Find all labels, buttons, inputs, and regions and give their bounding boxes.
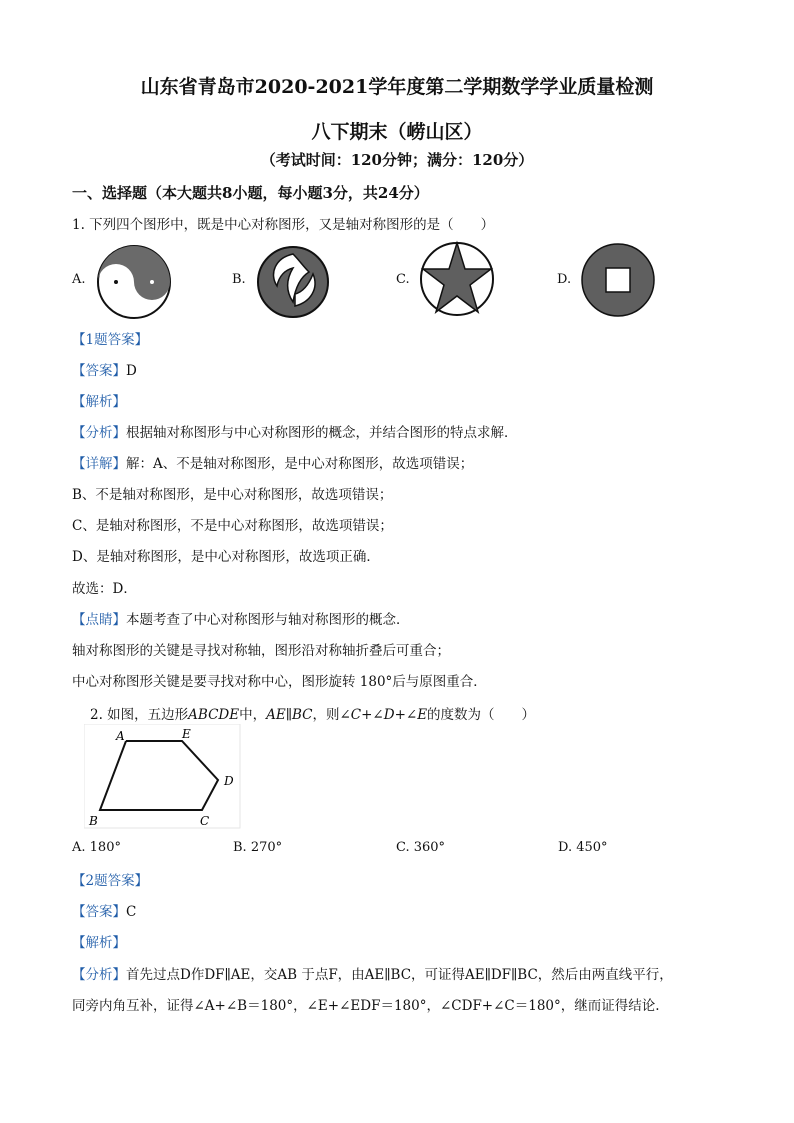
vertex-label-e: E (182, 727, 191, 741)
dianjing-text: 本题考查了中心对称图形与轴对称图形的概念． (126, 612, 410, 628)
q1-option-a-label: A. (72, 272, 86, 287)
q2-analysis-tag: 【解析】 (72, 935, 126, 951)
q2-stem-shape: ABCDE (188, 707, 240, 723)
q2-answer-line (72, 900, 136, 920)
q1-option-b-label: B. (232, 272, 246, 287)
vertex-label-b: B (89, 814, 98, 828)
fenxi-text: 根据轴对称图形与中心对称图形的概念，并结合图形的特点求解． (126, 425, 518, 441)
xiangjie-tag: 【详解】 (72, 456, 126, 472)
q2-stem-e: E (417, 707, 428, 723)
section-heading: 一、选择题（本大题共8小题，每小题3分，共24分） (72, 184, 429, 202)
q1-line-c: C、是轴对称图形，不是中心对称图形，故选项错误； (72, 518, 393, 534)
q2-stem-mid: 中， (239, 707, 267, 723)
square-in-circle-figure (580, 242, 656, 318)
q2-stem (90, 703, 535, 723)
q2-stem-suffix: 的度数为（ ） (427, 707, 536, 723)
vertex-label-c: C (200, 814, 210, 828)
q1-option-c-label: C. (396, 272, 410, 287)
q2-stem-d: D (383, 707, 395, 723)
fenxi-tag: 【分析】 (72, 425, 126, 441)
q1-option-d-label: D. (557, 272, 572, 287)
yin-yang-figure (96, 244, 172, 320)
q1-line-d: D、是轴对称图形，是中心对称图形，故选项正确． (72, 549, 380, 565)
q1-dianjing (72, 608, 410, 628)
q1-answer-line (72, 359, 137, 379)
q1-analysis-tag: 【解析】 (72, 394, 126, 410)
q1-choose: 故选：D． (72, 581, 137, 597)
star-in-circle-figure (418, 240, 496, 318)
q2-fenxi-text-2: 同旁内角互补，证得∠A+∠B＝180°，∠E+∠EDF＝180°，∠CDF+∠C＝180°，继而证得结论. (72, 998, 660, 1014)
q2-option-b: B. 270° (233, 840, 283, 855)
q1-note-2: 中心对称图形关键是要寻找对称中心，图形旋转 180°后与原图重合． (72, 674, 487, 690)
q2-option-c: C. 360° (396, 840, 446, 855)
q2-answer-tag: 【答案】 (72, 904, 126, 920)
q2-answer-heading: 【2题答案】 (72, 873, 149, 889)
q1-answer-heading: 【1题答案】 (72, 332, 149, 348)
q1-line-b: B、不是轴对称图形，是中心对称图形，故选项错误； (72, 487, 393, 503)
page-subtitle: 八下期末（崂山区） (311, 121, 483, 143)
answer-tag: 【答案】 (72, 363, 126, 379)
vertex-label-d: D (224, 774, 234, 788)
q2-stem-prefix: 2. 如图，五边形 (90, 707, 189, 723)
q2-stem-plus2: +∠ (394, 707, 418, 723)
q2-stem-mid2: ，则∠ (312, 707, 351, 723)
q2-stem-c: C (350, 707, 362, 723)
q2-answer-value: C (126, 904, 137, 920)
q1-fenxi (72, 421, 518, 441)
q2-option-d: D. 450° (558, 840, 608, 855)
q2-fenxi-text-1: 首先过点D作DF∥AE，交AB 于点F，由AE∥BC，可证得AE∥DF∥BC，然后由两直线平行， (126, 967, 673, 983)
q2-option-a: A. 180° (72, 840, 121, 855)
answer-value: D (126, 363, 137, 379)
q1-stem: 1. 下列四个图形中，既是中心对称图形，又是轴对称图形的是（ ） (72, 217, 495, 233)
xiangjie-text: 解：A、不是轴对称图形，是中心对称图形，故选项错误； (126, 456, 474, 472)
dianjing-tag: 【点睛】 (72, 612, 126, 628)
q1-xiangjie (72, 452, 473, 472)
page-title: 山东省青岛市2020-2021学年度第二学期数学学业质量检测 (140, 76, 654, 98)
q2-stem-plus1: +∠ (361, 707, 384, 723)
q2-stem-cond: AE∥BC (266, 707, 313, 723)
swirl-figure (255, 244, 331, 320)
vertex-label-a: A (116, 729, 125, 743)
exam-info: （考试时间：120分钟；满分：120分） (260, 151, 534, 169)
pentagon-figure (84, 724, 244, 832)
q2-fenxi-tag: 【分析】 (72, 967, 126, 983)
q1-note-1: 轴对称图形的关键是寻找对称轴，图形沿对称轴折叠后可重合； (72, 643, 450, 659)
q2-fenxi (72, 963, 673, 983)
